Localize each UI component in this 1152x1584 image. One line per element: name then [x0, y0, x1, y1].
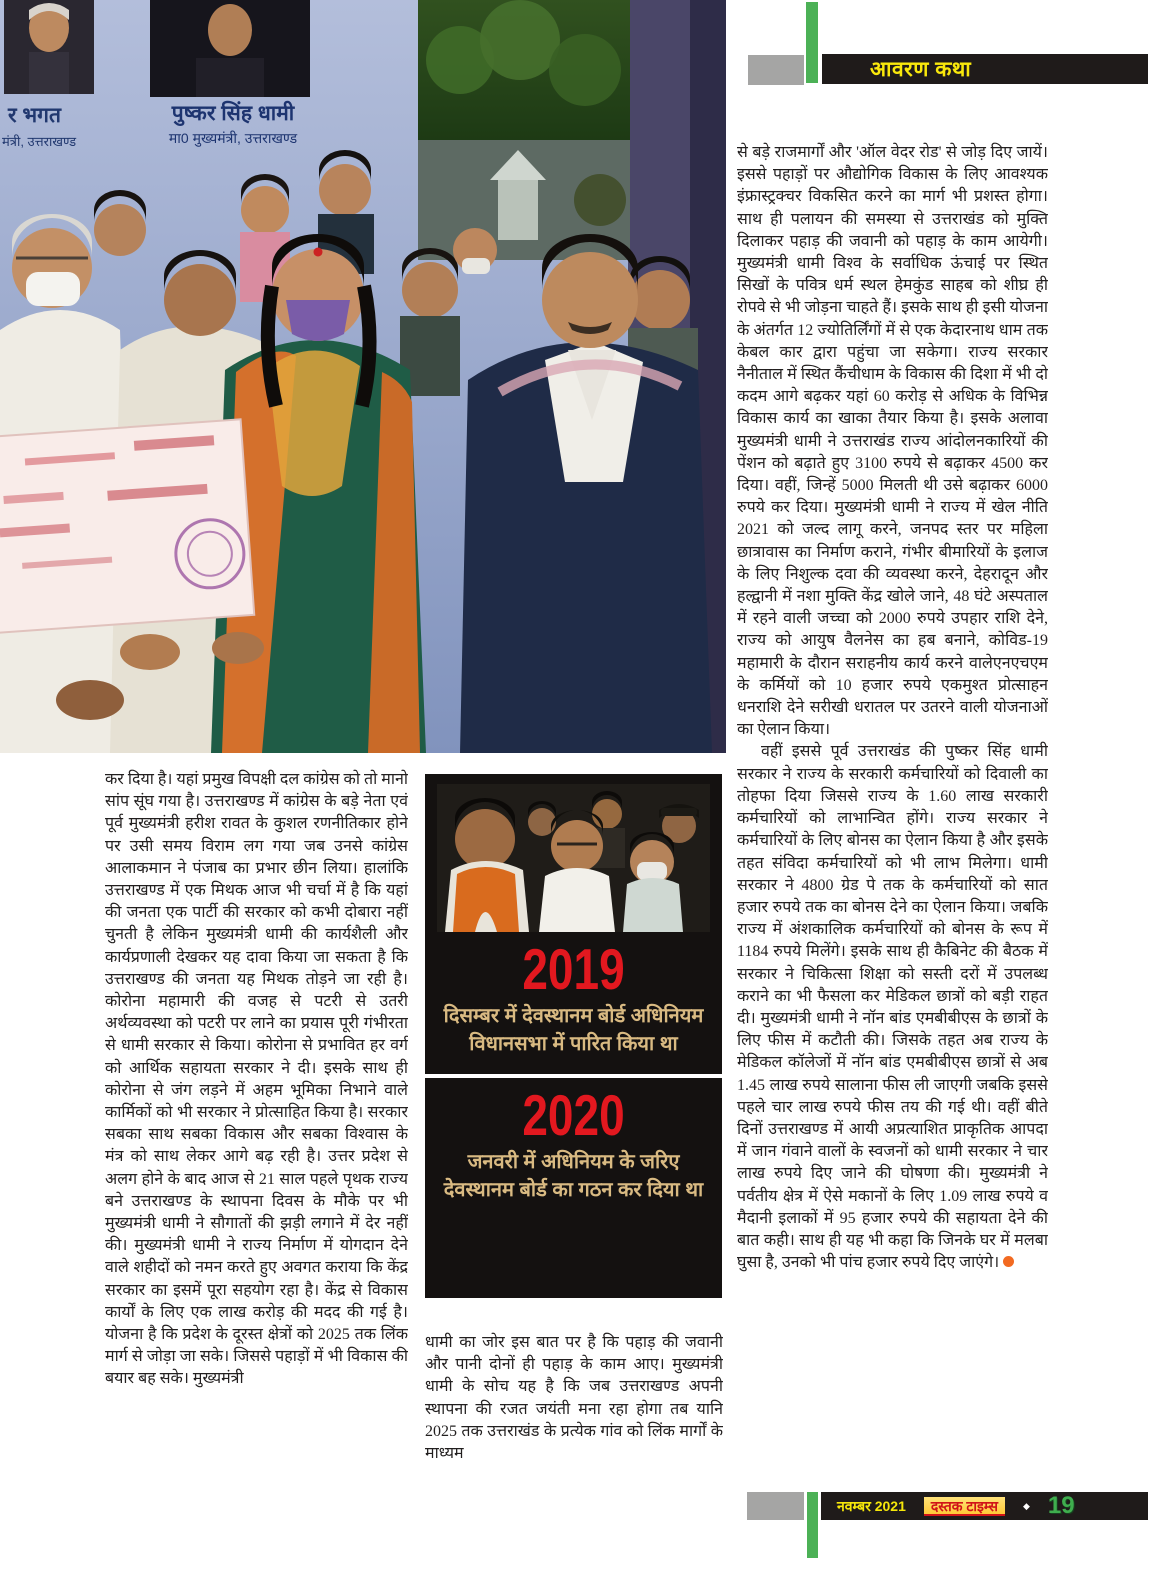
footer-bar — [821, 1492, 1148, 1520]
timeline-box — [425, 774, 722, 1298]
magazine-logo: दस्तक टाइम्स — [924, 1497, 1005, 1516]
timeline-caption-2019: दिसम्बर में देवस्थानम बोर्ड अधिनियम विधानसभा में पारित किया था — [443, 1005, 704, 1055]
right-column-paragraph-1: से बड़े राजमार्गों और 'ऑल वेदर रोड' से जोड़ दिए जायें। इससे पहाड़ों पर औद्योगिक विकास के लिए आवश्यक इंफ्रास्ट्रक्चर विकसित करने का मार्ग भी प्रशस्त होगा। साथ ही पलायन की समस्या से उत्तराखंड को मुक्ति दिलाकर पहाड़ की जवानी को पहाड़ के काम आयेगी। मुख्यमंत्री धामी विश्व के सर्वाधिक ऊंचाई पर स्थित सिखों के पवित्र धर्म स्थल हेमकुंड साहब को शीघ्र ही रोपवे से भी जोड़ना चाहते हैं। इसके साथ ही इसी योजना के अंतर्गत 12 ज्योतिर्लिंगों में से एक केदारनाथ धाम तक केबल कार द्वारा पहुंचा जा सकेगा। राज्य सरकार नैनीताल में स्थित कैंचीधाम के विकास की दिशा में भी दो कदम आगे बढ़कर यहां 60 करोड़ से अधिक के विभिन्न विकास कार्य का खाका तैयार किया है। इसके अलावा मुख्यमंत्री धामी ने उत्तराखंड राज्य आंदोलनकारियों की पेंशन को बढ़ाते हुए 3100 रुपये से बढ़ाकर 4500 कर दिया। वहीं, जिन्हें 5000 मिलती थी उसे बढ़ाकर 6000 रुपये कर दिया। मुख्यमंत्री धामी ने राज्य में खेल नीति 2021 को जल्द लागू करने, जनपद स्तर पर महिला छात्रावास का निर्माण कराने, गंभीर बीमारियों के इलाज के लिए निशुल्क दवा की व्यवस्था करने, देहरादून और हल्द्वानी में नशा मुक्ति केंद्र खोले जाने, 48 घंटे अस्पताल में रहने वाली जच्चा को 2000 रुपये उपहार राशि देने, राज्य को आयुष वैलनेस का हब बनाने, कोविड-19 महामारी के दौरान सराहनीय कार्य करने वालेएनएचएम के कर्मियों को 10 हजार रुपये एकमुश्त प्रोत्साहन धनराशि देने सरीखी धरातल पर उतरने वाली योजनाओं का ऐलान किया। — [737, 144, 1048, 739]
right-column-paragraph-2 — [737, 741, 1048, 1274]
page-number: 19 — [1047, 1492, 1075, 1519]
hand — [56, 680, 124, 720]
right-column — [737, 142, 1048, 1492]
footer-gray-block — [747, 1492, 804, 1520]
event-photo — [0, 0, 726, 753]
banner-cm-name: पुष्कर सिंह धामी — [171, 102, 295, 125]
middle-column-paragraph: धामी का जोर इस बात पर है कि पहाड़ की जवानी और पानी दोनों ही पहाड़ के काम आए। मुख्यमंत्री धामी के सोच यह है कि जब उत्तराखण्ड अपनी स्थापना की रजत जयंती मना रहा होगा तब यानि 2025 तक उत्तराखंड के प्रत्येक गांव को लिंक मार्गों के माध्यम — [425, 1334, 723, 1463]
left-column-paragraph: कर दिया है। यहां प्रमुख विपक्षी दल कांग्रेस को तो मानो सांप सूंघ गया है। उत्तराखण्ड में कांग्रेस के बड़े नेता एवं पूर्व मुख्यमंत्री हरीश रावत के कुशल रणनीतिकार होने पर उसी समय विराम लग गया जब उनसे कांग्रेस आलाकमान ने पंजाब का प्रभार छीन लिया। हालांकि उत्तराखण्ड में एक मिथक आज भी चर्चा में है कि यहां की जनता एक पार्टी की सरकार को कभी दोबारा नहीं चुनती है लेकिन मुख्यमंत्री धामी की कार्यशैली और कार्यप्रणाली देखकर यह दावा किया जा सकता है कि उत्तराखण्ड की जनता यह मिथक तोड़ने जा रही है। कोरोना महामारी की वजह से पटरी से उतरी अर्थव्यवस्था को पटरी पर लाने का प्रयास पूरी गंभीरता से धामी सरकार से किया। कोरोना से प्रभावित हर वर्ग को आर्थिक सहायता सरकार ने दी। इसके साथ ही कोरोना से जंग लड़ने में अहम भूमिका निभाने वाले कार्मिकों को भी सरकार ने प्रोत्साहित किया है। सरकार सबका साथ सबका विकास और सबका विश्वास के मंत्र को साथ लेकर आगे बढ़ रही है। उत्तर प्रदेश से अलग होने के बाद आज से 21 साल पहले पृथक राज्य बने उत्तराखण्ड के स्थापना दिवस के मौके पर भी मुख्यमंत्री धामी ने सौगातों की झड़ी लगाने में देर नहीं की। मुख्यमंत्री धामी ने राज्य निर्माण में योगदान देने वाले शहीदों को नमन करते हुए अवगत कराया कि केंद्र सरकार का इसमें पूरा सहयोग रहा है। केंद्र से विकास कार्यों के लिए एक लाख करोड़ की मदद की गई है। योजना है कि प्रदेश के दूरस्त क्षेत्रों को 2025 तक लिंक मार्ग से जोड़ा जा सके। जिससे पहाड़ों में भी विकास की बयार बह सके। मुख्यमंत्री — [105, 771, 408, 1388]
footer-issue-date: नवम्बर 2021 — [837, 1497, 906, 1514]
banner-cm-title: मा0 मुख्यमंत्री, उत्तराखण्ड — [168, 130, 298, 146]
timeline-photo — [437, 784, 710, 932]
hand — [120, 634, 180, 670]
middle-column — [425, 1332, 723, 1484]
article-end-dot — [1003, 1256, 1014, 1267]
timeline-year-2019: 2019 — [522, 936, 625, 1002]
banner-left-title: मंत्री, उत्तराखण्ड — [2, 134, 77, 149]
footer-diamond-icon: ◆ — [1022, 1500, 1030, 1511]
certificate — [0, 419, 254, 633]
timeline-divider — [425, 1074, 722, 1078]
banner-left-name: र भगत — [8, 104, 61, 127]
timeline-caption-2020: जनवरी में अधिनियम के जरिए देवस्थानम बोर्ड का गठन कर दिया था — [443, 1151, 704, 1201]
hand — [212, 632, 264, 664]
header-green-bar — [806, 2, 818, 83]
section-title: आवरण कथा — [870, 58, 972, 81]
left-column — [105, 769, 408, 1485]
header-gray-block — [748, 55, 804, 85]
footer-green-bar — [807, 1492, 818, 1558]
right-column-paragraph-2-text: वहीं इससे पूर्व उत्तराखंड की पुष्कर सिंह धामी सरकार ने राज्य के सरकारी कर्मचारियों को दिवाली का तोहफा दिया जिससे राज्य के 1.60 लाख सरकारी कर्मचारियों को लाभान्वित होंगे। राज्य सरकार ने कर्मचारियों के लिए बोनस का ऐलान किया है और इसके तहत संविदा कर्मचारियों को भी लाभ मिलेगा। धामी सरकार ने 4800 ग्रेड पे तक के कर्मचारियों को सात हजार रुपये तक का बोनस देने का ऐलान किया। जबकि राज्य में अंशकालिक कर्मचारियों को बोनस के रूप में 1184 रुपये मिलेंगे। इसके साथ ही कैबिनेट की बैठक में सरकार ने चिकित्सा शिक्षा को सस्ती दरों में उपलब्ध कराने का भी फैसला कर मेडिकल छात्रों को बड़ी राहत दी। मुख्यमंत्री धामी ने नॉन बांड एमबीबीएस के छात्रों के लिए फीस में कटौती की। जिसके तहत अब राज्य के मेडिकल कॉलेजों में नॉन बांड एमबीबीएस छात्रों से अब 1.45 लाख रुपये सालाना फीस ली जाएगी जबकि इससे पहले चार लाख रुपये फीस तय की गई थी। वहीं बीते दिनों उत्तराखण्ड में आयी अप्रत्याशित प्राकृतिक आपदा में जान गंवाने वालों के स्वजनों को धामी सरकार ने चार लाख रुपये दिए जाने की घोषणा की। मुख्यमंत्री ने पर्वतीय क्षेत्र में ऐसे मकानों के लिए 1.09 लाख रुपये व मैदानी इलाकों में 95 हजार रुपये की सहायता देने की बात कही। साथ ही यह भी कहा कि जिनके घर में मलबा घुसा है, उनको भी पांच हजार रुपये दिए जाएंगे। — [737, 743, 1048, 1272]
event-photo-illustration — [0, 0, 726, 753]
timeline-year-2020: 2020 — [522, 1082, 625, 1148]
section-header — [822, 54, 1148, 84]
